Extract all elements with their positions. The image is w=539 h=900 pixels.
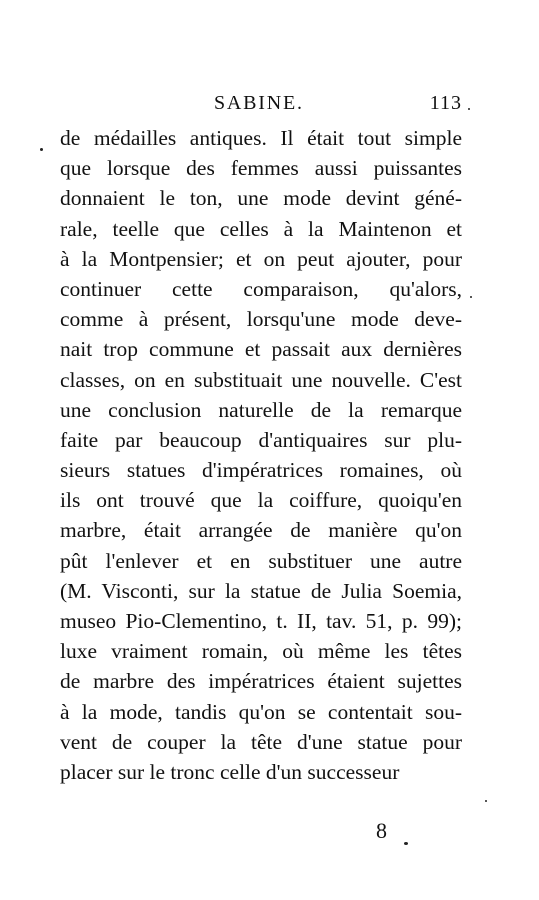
text-line: luxe vraiment romain, où même les têtes [60, 639, 462, 664]
text-line: placer sur le tronc celle d'un successeur [60, 759, 400, 784]
signature-mark: 8 [376, 818, 387, 843]
text-line: rale, teelle que celles à la Maintenon et [60, 216, 462, 241]
ink-speck [468, 108, 470, 110]
text-line: sieurs statues d'impératrices romaines, où [60, 458, 462, 483]
text-line: classes, on en substituait une nouvelle. C'est [60, 367, 462, 392]
text-line: museo Pio-Clementino, t. II, tav. 51, p. 99); [60, 609, 462, 633]
ink-speck [470, 296, 472, 298]
text-line: que lorsque des femmes aussi puissantes [60, 156, 462, 181]
text-line: une conclusion naturelle de la remarque [60, 397, 462, 422]
page-header [60, 92, 462, 122]
text-line: marbre, était arrangée de manière qu'on [60, 518, 462, 543]
body-text [60, 123, 462, 787]
ink-speck [404, 842, 408, 845]
text-line: de marbre des impératrices étaient sujettes [60, 669, 462, 694]
text-line: (M. Visconti, sur la statue de Julia Soemia, [60, 578, 462, 603]
text-line: pût l'enlever et en substituer une autre [60, 548, 462, 573]
page-number: 113 [429, 92, 462, 114]
ink-speck [485, 800, 487, 802]
text-line: donnaient le ton, une mode devint géné- [60, 186, 462, 211]
text-line: de médailles antiques. Il était tout simple [60, 126, 462, 150]
text-line: à la Montpensier; et on peut ajouter, pour [60, 246, 462, 271]
text-line: comme à présent, lorsqu'une mode deve- [60, 307, 462, 332]
text-line: continuer cette comparaison, qu'alors, [60, 276, 462, 301]
text-line: nait trop commune et passait aux dernières [60, 337, 462, 362]
text-line: vent de couper la tête d'une statue pour [60, 729, 462, 754]
ink-speck [40, 148, 43, 151]
text-line: faite par beaucoup d'antiquaires sur plu- [60, 427, 462, 452]
text-line: à la mode, tandis qu'on se contentait sou- [60, 699, 462, 724]
text-line: ils ont trouvé que la coiffure, quoiqu'en [60, 488, 462, 513]
running-title: SABINE. [214, 92, 304, 114]
